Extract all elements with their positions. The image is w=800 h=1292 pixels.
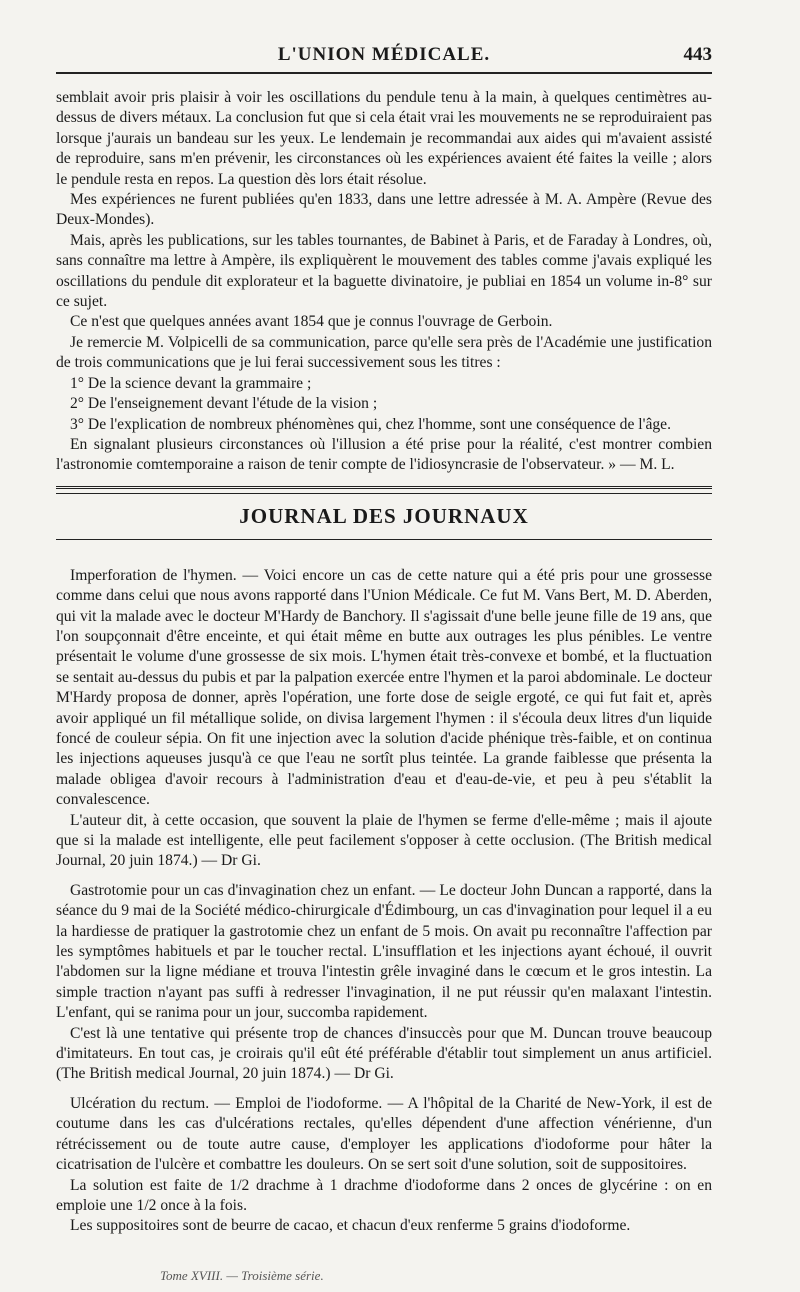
list-item: 3° De l'explication de nombreux phénomènes qui, chez l'homme, sont une conséquence de l'âge. bbox=[70, 415, 671, 433]
paragraph: Je remercie M. Volpicelli de sa communication, parce qu'elle sera près de l'Académie une justification de trois communications que je lui ferai successivement sous les titres : bbox=[56, 333, 712, 372]
list-item: 1° De la science devant la grammaire ; bbox=[70, 374, 312, 392]
article-paragraph: Les suppositoires sont de beurre de cacao, et chacun d'eux renferme 5 grains d'iodoforme. bbox=[70, 1217, 631, 1235]
paragraph: semblait avoir pris plaisir à voir les oscillations du pendule tenu à la main, à quelques centimètres au-dessus de divers métaux. La conclusion fut que si cela était vrai les mouvements ne se reproduiraient pas lorsque j'aurais un bandeau sur les yeux. Le lendemain je recommandai aux aides qui m'avaient assisté de reproduire, sans m'en prévenir, les circonstances où les expériences avaient été faites la veille ; alors le pendule resta en repos. La question dès lors était résolue. bbox=[56, 89, 712, 188]
section-divider bbox=[56, 539, 712, 540]
paragraph: Ce n'est que quelques années avant 1854 que je connus l'ouvrage de Gerboin. bbox=[70, 313, 553, 331]
article-paragraph: L'auteur dit, à cette occasion, que souvent la plaie de l'hymen se ferme d'elle-même ; mais il ajoute que si la malade est intelligente, elle peut facilement s'opposer à cette occlusion. (The British medical Journal, 20 juin 1874.) — Dr Gi. bbox=[56, 811, 712, 870]
list-item: 2° De l'enseignement devant l'étude de la vision ; bbox=[70, 395, 378, 413]
paragraph: En signalant plusieurs circonstances où l'illusion a été prise pour la réalité, c'est montrer combien l'astronomie comtemporaine a raison de tenir compte de l'idiosyncrasie de l'observateur. » — M. L. bbox=[56, 435, 712, 474]
section-divider bbox=[56, 486, 712, 494]
article-paragraph: C'est là une tentative qui présente trop de chances d'insuccès pour que M. Duncan trouve beaucoup d'imitateurs. En tout cas, je croirais qu'il eût été préférable d'établir tout simplement un anus artificiel. (The British medical Journal, 20 juin 1874.) — Dr Gi. bbox=[56, 1024, 712, 1083]
article-paragraph: Imperforation de l'hymen. — Voici encore un cas de cette nature qui a été pris pour une grossesse comme dans celui que nous avons rapporté dans l'Union Médicale. Ce fut M. Vans Bert, M. D. Aberden, qui vit la malade avec le docteur M'Hardy de Banchory. Il s'agissait d'une belle jeune fille de 19 ans, que l'on soupçonnait d'être enceinte, et qui était même en butte aux outrages les plus pénibles. Le ventre présentait le volume d'une grossesse de six mois. L'hymen était très-convexe et bombé, et la fluctuation se sentait au-dessus du pubis et par la palpation exercée entre l'hymen et la paroi abdominale. Le docteur M'Hardy proposa de donner, après l'opération, une forte dose de seigle ergoté, ce qui fut fait et, après avoir appliqué un fil métallique solide, on divisa largement l'hymen : il s'écoula deux litres d'un liquide foncé de couleur sépia. On fit une injection avec la solution d'acide phénique très-faible, et on continua les injections aqueuses jusqu'à ce que l'eau ne sortît plus teintée. La grande faiblesse que présenta la malade obligea d'avoir recours à l'administration d'eau et d'eau-de-vie, et peu à peu s'établit la convalescence. bbox=[56, 566, 712, 809]
article-paragraph: Gastrotomie pour un cas d'invagination chez un enfant. — Le docteur John Duncan a rapporté, dans la séance du 9 mai de la Société médico-chirurgicale d'Édimbourg, un cas d'invagination pour lequel il a eu la hardiesse de pratiquer la gastrotomie chez un enfant de 5 mois. On avait pu reconnaître l'affection par les symptômes habituels et par le toucher rectal. L'insufflation et les injections ayant échoué, il ouvrit l'abdomen sur la ligne médiane et trouva l'intestin grêle invaginé dans le cœcum et le gros intestin. La simple traction n'ayant pas suffi à redresser l'invagination, il ne put réussir qu'en malaxant l'intestin. L'enfant, qui se ranima pour un jour, succomba rapidement. bbox=[56, 881, 712, 1022]
section-title: JOURNAL DES JOURNAUX bbox=[239, 503, 529, 528]
article-paragraph: Ulcération du rectum. — Emploi de l'iodoforme. — A l'hôpital de la Charité de New-York, il est de coutume dans les cas d'ulcérations rectales, qu'elles dépendent d'une affection vénérienne, d'un rétrécissement ou de toute autre cause, d'employer les applications d'iodoforme pour hâter la cicatrisation de l'ulcère et combattre les douleurs. On se sert soit d'une solution, soit de suppositoires. bbox=[56, 1094, 712, 1174]
running-head bbox=[56, 0, 712, 72]
paragraph: Mais, après les publications, sur les tables tournantes, de Babinet à Paris, et de Faraday à Londres, où, sans connaître ma lettre à Ampère, ils expliquèrent le mouvement des tables comme j'avais expliqué les oscillations du pendule dit explorateur et la baguette divinatoire, je publiai en 1854 un volume in-8° sur ce sujet. bbox=[56, 231, 712, 311]
paragraph: Mes expériences ne furent publiées qu'en 1833, dans une lettre adressée à M. A. Ampère (Revue des Deux-Mondes). bbox=[56, 191, 712, 229]
intro-text bbox=[56, 88, 712, 476]
page-number: 443 bbox=[683, 44, 712, 65]
articles bbox=[56, 566, 712, 1237]
journal-title: L'UNION MÉDICALE. bbox=[277, 44, 491, 65]
footer-signature: Tome XVIII. — Troisième série. bbox=[160, 1268, 324, 1283]
article-paragraph: La solution est faite de 1/2 drachme à 1 drachme d'iodoforme dans 2 onces de glycérine : on en emploie une 1/2 once à la fois. bbox=[56, 1176, 712, 1214]
header-rule bbox=[56, 72, 712, 74]
